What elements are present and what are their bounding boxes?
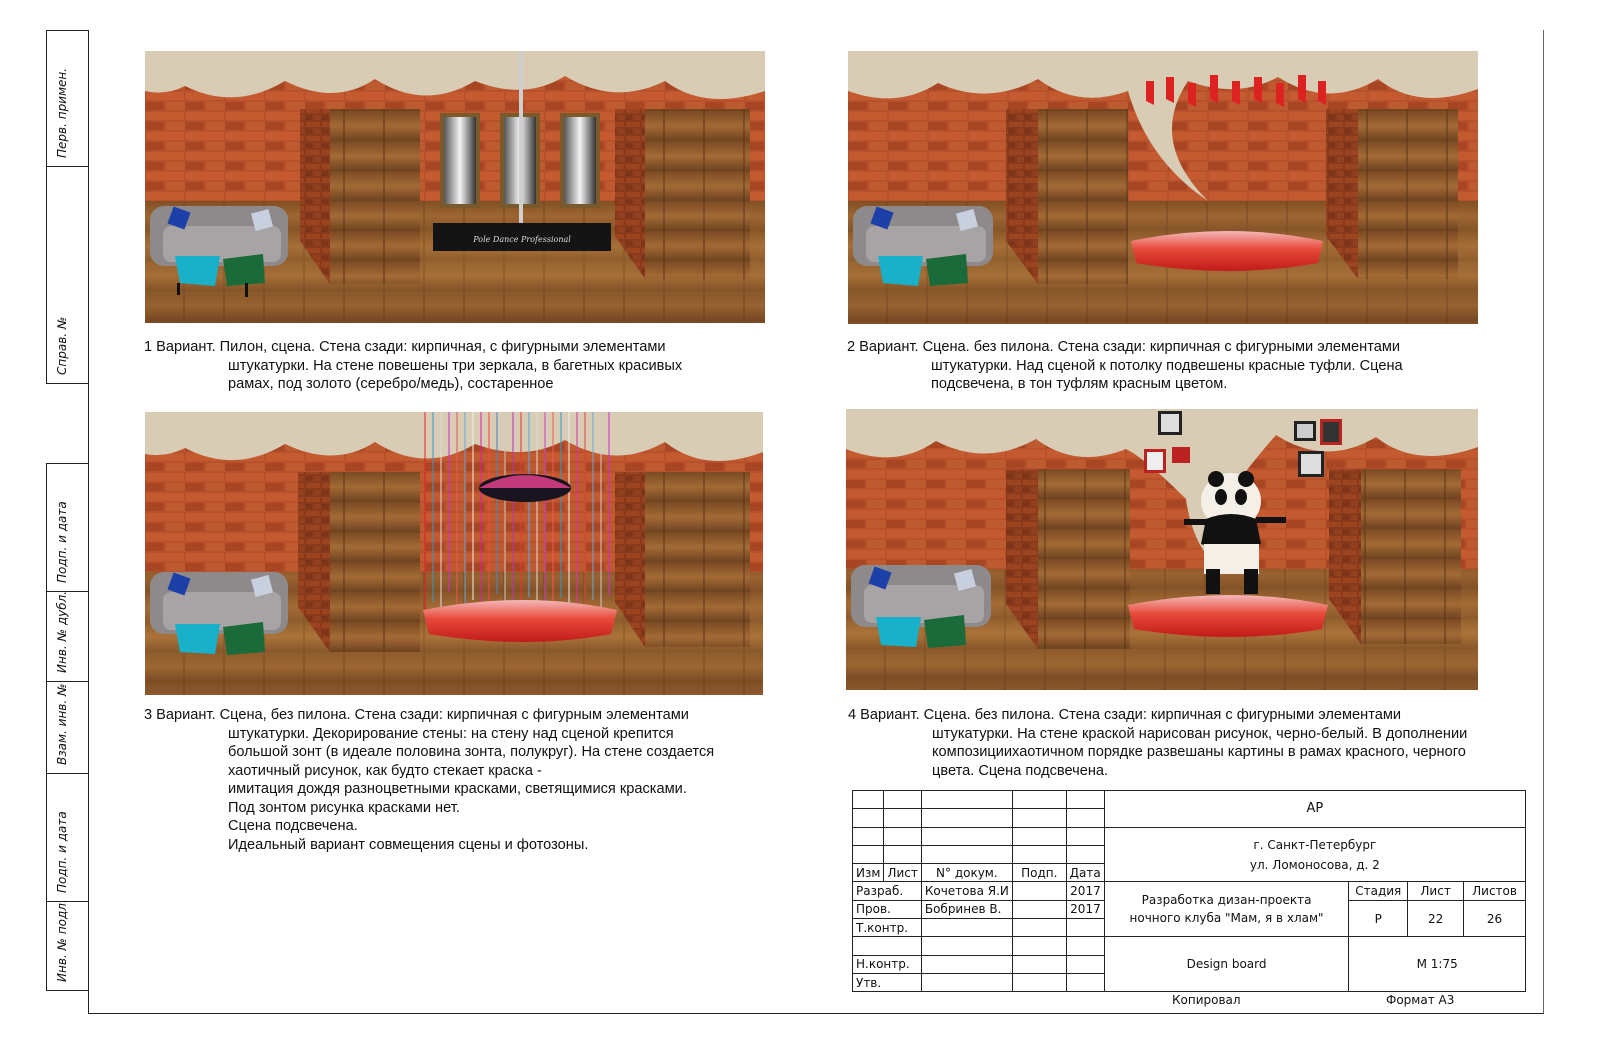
caption-line: цвета. Сцена подсвечена.: [932, 762, 1109, 779]
stage-value: Р: [1349, 900, 1408, 937]
margin-label: Справ. №: [55, 316, 69, 375]
copied-label: Копировал: [1172, 993, 1241, 1007]
header-signature: Подп.: [1012, 864, 1066, 882]
caption-first-line: 2 Вариант. Сцена. без пилона. Стена сзади: кирпичная с фигурными элементами: [847, 339, 1401, 355]
margin-cell: [47, 31, 89, 167]
margin-cell: [47, 774, 89, 902]
project-line-1: Разработка дизан-проекта: [1141, 893, 1312, 908]
format-label: Формат А3: [1386, 993, 1455, 1007]
margin-label: Подп. и дата: [55, 501, 69, 583]
design-variant-4-image: [846, 409, 1478, 690]
sheet-label: Лист: [1408, 882, 1464, 900]
drawing-scale: М 1:75: [1349, 937, 1526, 992]
sheet-value: 22: [1408, 900, 1464, 937]
design-variant-3-image: [145, 412, 763, 695]
header-doc-number: N° докум.: [921, 864, 1012, 882]
variant-4-caption: [848, 706, 1467, 780]
caption-line: Под зонтом рисунка красками нет.: [228, 799, 460, 816]
role-tech-control: Т.контр.: [853, 919, 922, 937]
caption-first-line: 4 Вариант. Сцена. без пилона. Стена сзади: кирпичная с фигурными элементами: [848, 707, 1402, 723]
caption-line: композициихаотичном порядке развешаны картины в рамах красного, черного: [932, 744, 1466, 760]
caption-line: штукатурки. На стене повешены три зеркала, в багетных красивых: [228, 357, 683, 374]
caption-first-line: 3 Вариант. Сцена, без пилона. Стена сзади: кирпичная с фигурным элементами: [144, 707, 689, 723]
role-approved: Утв.: [853, 973, 922, 991]
design-variant-1-image: [145, 51, 765, 323]
caption-line: штукатурки. Декорирование стены: на стену над сценой крепится: [228, 725, 674, 742]
caption-first-line: 1 Вариант. Пилон, сцена. Стена сзади: кирпичная, с фигурными элементами: [144, 339, 666, 355]
margin-label: Инв. № подл.: [55, 899, 69, 982]
caption-line: имитация дождя разноцветными красками, светящимися красками.: [228, 781, 687, 797]
project-line-2: ночного клуба "Мам, я в хлам": [1129, 911, 1324, 926]
caption-line: рамах, под золото (серебро/медь), состаренное: [228, 376, 554, 392]
caption-line: подсвечена, в тон туфлям красным цветом.: [931, 376, 1228, 392]
margin-label: Подп. и дата: [55, 811, 69, 893]
project-address: [1104, 827, 1525, 882]
margin-cell: [47, 592, 89, 682]
stage-label: Стадия: [1349, 882, 1408, 900]
caption-line: хаотичный рисунок, как будто стекает краска -: [228, 762, 542, 779]
caption-line: Сцена подсвечена.: [228, 818, 358, 834]
checker-name: Бобринев В.: [921, 900, 1012, 918]
variant-3-caption: [144, 706, 714, 854]
role-developer: Разраб.: [853, 882, 922, 900]
developer-date: 2017: [1066, 882, 1104, 900]
header-sheet: Лист: [884, 864, 921, 882]
address-city: г. Санкт-Петербург: [1253, 837, 1377, 852]
caption-line: штукатурки. На стене краской нарисован рисунок, черно-белый. В дополнении: [932, 725, 1468, 742]
sheets-value: 26: [1464, 900, 1526, 937]
title-block: [852, 790, 1526, 992]
caption-line: штукатурки. Над сценой к потолку подвешены красные туфли. Сцена: [931, 357, 1403, 374]
margin-label: Взам. инв. №: [55, 683, 69, 765]
variant-2-caption: [847, 338, 1403, 394]
role-norm-control: Н.контр.: [853, 955, 922, 973]
sheets-label: Листов: [1464, 882, 1526, 900]
margin-cell: [47, 167, 89, 383]
margin-cell: [47, 899, 89, 990]
caption-line: Идеальный вариант совмещения сцены и фотозоны.: [228, 836, 589, 853]
stage-banner-text: Pole Dance Professional: [473, 235, 571, 244]
margin-cell: [47, 682, 89, 774]
project-description: [1104, 882, 1349, 937]
sheet-title: Design board: [1104, 937, 1349, 992]
margin-cell: [47, 464, 89, 592]
margin-label: Инв. № дубл.: [55, 590, 69, 673]
margin-label: Перв. примен.: [55, 67, 69, 158]
margin-strip-top: [46, 30, 88, 384]
checker-date: 2017: [1066, 900, 1104, 918]
variant-1-caption: [144, 338, 682, 394]
header-date: Дата: [1066, 864, 1104, 882]
design-variant-2-image: [848, 51, 1478, 324]
header-change: Изм: [853, 864, 884, 882]
project-code: АР: [1104, 791, 1525, 828]
developer-name: Кочетова Я.И: [921, 882, 1012, 900]
caption-line: большой зонт (в идеале половина зонта, полукруг). На стене создается: [228, 744, 715, 760]
margin-strip-bottom: [46, 463, 88, 991]
role-checker: Пров.: [853, 900, 922, 918]
address-street: ул. Ломоносова, д. 2: [1249, 857, 1380, 872]
